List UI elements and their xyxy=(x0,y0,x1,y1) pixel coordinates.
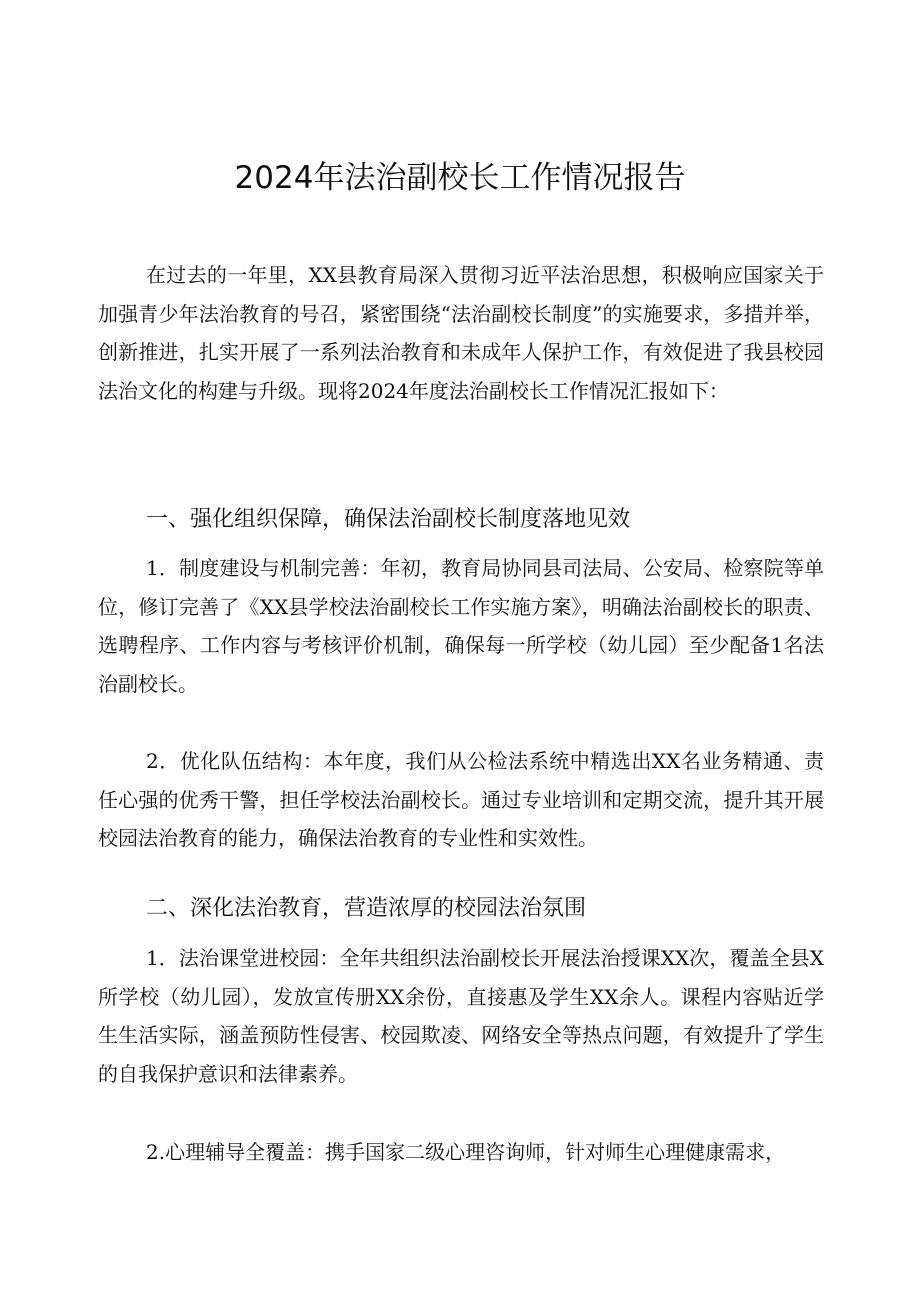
section-heading-1: 一、强化组织保障，确保法治副校长制度落地见效 xyxy=(146,507,631,532)
intro-paragraph: 在过去的一年里，XX县教育局深入贯彻习近平法治思想，积极响应国家关于加强青少年法治教育的号召，紧密围绕“法治副校长制度”的实施要求，多措并举，创新推进，扎实开展了一系列法治教育和未成年人保护工作，有效促进了我县校园法治文化的构建与升级。现将2024年度法治副校长工作情况汇报如下： xyxy=(98,263,824,403)
section-heading-2: 二、深化法治教育，营造浓厚的校园法治氛围 xyxy=(146,896,587,921)
section-1-paragraph-2: 2．优化队伍结构：本年度，我们从公检法系统中精选出XX名业务精通、责任心强的优秀干警，担任学校法治副校长。通过专业培训和定期交流，提升其开展校园法治教育的能力，确保法治教育的专业性和实效性。 xyxy=(98,749,824,850)
section-2-paragraph-2: 2.心理辅导全覆盖：携手国家二级心理咨询师，针对师生心理健康需求， xyxy=(146,1140,786,1164)
document-title: 2024年法治副校长工作情况报告 xyxy=(234,160,686,196)
section-1-paragraph-1: 1．制度建设与机制完善：年初，教育局协同县司法局、公安局、检察院等单位，修订完善了《XX县学校法治副校长工作实施方案》，明确法治副校长的职责、选聘程序、工作内容与考核评价机制，确保每一所学校（幼儿园）至少配备1名法治副校长。 xyxy=(98,556,824,696)
section-2-paragraph-1: 1．法治课堂进校园：全年共组织法治副校长开展法治授课XX次，覆盖全县X所学校（幼儿园），发放宣传册XX余份，直接惠及学生XX余人。课程内容贴近学生生活实际，涵盖预防性侵害、校园欺凌、网络安全等热点问题，有效提升了学生的自我保护意识和法律素养。 xyxy=(98,946,824,1086)
